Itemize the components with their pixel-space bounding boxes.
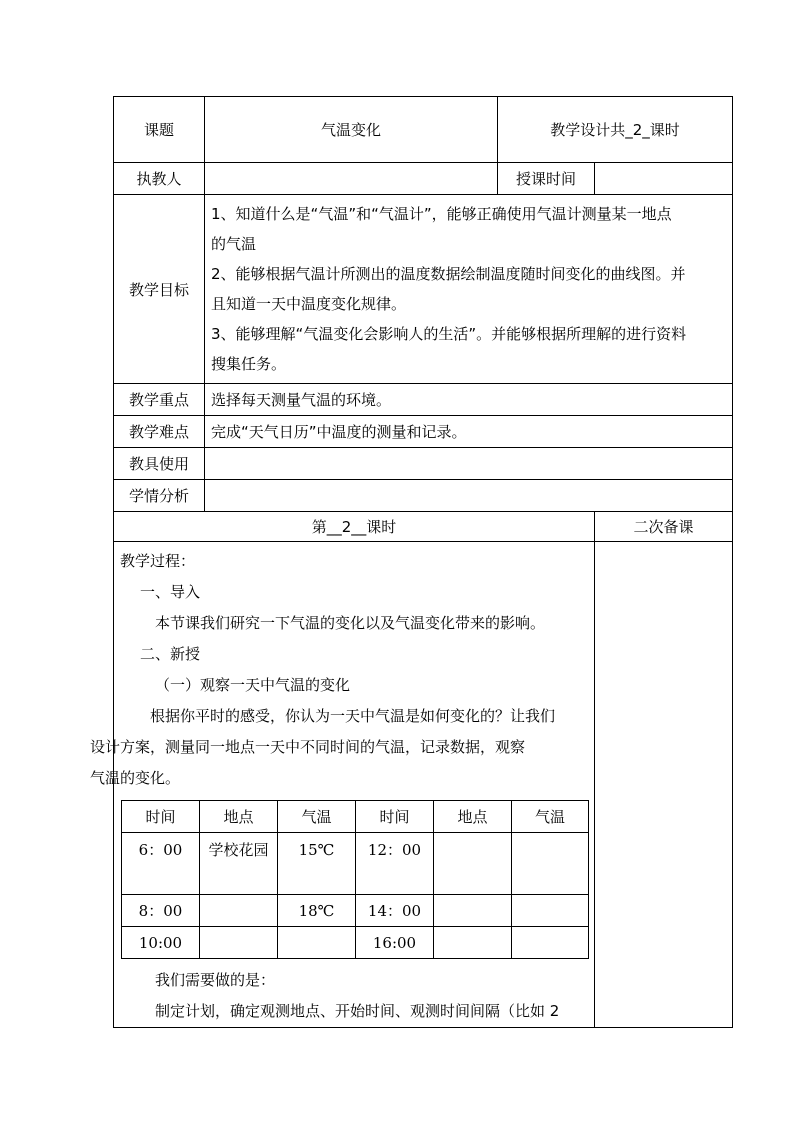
obs-header-time: 时间 — [356, 801, 434, 833]
obs-cell: 18℃ — [278, 895, 356, 927]
table-row — [122, 895, 589, 927]
difficulty-value: 完成“天气日历”中温度的测量和记录。 — [205, 416, 733, 448]
obs-cell: 10:00 — [122, 927, 200, 959]
table-row — [122, 833, 589, 895]
plan-text: 制定计划，确定观测地点、开始时间、观测时间间隔（比如 2 — [155, 1002, 560, 1020]
obs-header-place: 地点 — [200, 801, 278, 833]
paragraph-line: 根据你平时的感受，你认为一天中气温是如何变化的？让我们 — [150, 707, 556, 725]
observe-paragraph — [90, 701, 588, 794]
section-new: 二、新授 — [140, 645, 201, 663]
goal-line: 搜集任务。 — [211, 355, 287, 373]
tools-label: 教具使用 — [114, 448, 205, 480]
obs-cell — [434, 927, 512, 959]
obs-cell — [278, 927, 356, 959]
obs-cell: 14：00 — [356, 895, 434, 927]
goal-line: 3、能够理解“气温变化会影响人的生活”。并能够根据所理解的进行资料 — [211, 325, 687, 343]
goal-line: 的气温 — [211, 235, 257, 253]
goal-line: 1、知道什么是“气温”和“气温计”，能够正确使用气温计测量某一地点 — [211, 205, 672, 223]
section-intro: 一、导入 — [140, 583, 201, 601]
time-label: 授课时间 — [498, 163, 595, 195]
obs-cell: 8：00 — [122, 895, 200, 927]
obs-cell — [434, 895, 512, 927]
obs-cell: 12：00 — [356, 833, 434, 895]
second-prep-label: 二次备课 — [595, 512, 733, 542]
obs-cell: 15℃ — [278, 833, 356, 895]
obs-cell — [434, 833, 512, 895]
observation-table — [121, 800, 589, 959]
design-label: 教学设计共_2_课时 — [498, 97, 733, 163]
obs-header-place: 地点 — [434, 801, 512, 833]
process-heading: 教学过程： — [120, 552, 196, 570]
goal-line: 且知道一天中温度变化规律。 — [211, 295, 407, 313]
lesson-plan-table — [90, 96, 733, 1028]
difficulty-label: 教学难点 — [114, 416, 205, 448]
second-prep-content — [595, 542, 733, 1028]
paragraph-line: 设计方案，测量同一地点一天中不同时间的气温，记录数据，观察 — [90, 738, 526, 756]
table-row — [122, 927, 589, 959]
obs-cell: 6：00 — [122, 833, 200, 895]
obs-header-temp: 气温 — [512, 801, 589, 833]
goals-content — [205, 195, 733, 384]
topic-label: 课题 — [114, 97, 205, 163]
teacher-value — [205, 163, 498, 195]
obs-header-time: 时间 — [122, 801, 200, 833]
paragraph-line: 气温的变化。 — [90, 769, 181, 787]
analysis-value — [205, 480, 733, 512]
obs-cell: 16:00 — [356, 927, 434, 959]
teacher-label: 执教人 — [114, 163, 205, 195]
obs-cell: 学校花园 — [200, 833, 278, 895]
todo-heading: 我们需要做的是： — [155, 971, 276, 989]
topic-value: 气温变化 — [205, 97, 498, 163]
key-point-label: 教学重点 — [114, 384, 205, 416]
tools-value — [205, 448, 733, 480]
obs-cell — [512, 895, 589, 927]
goal-line: 2、能够根据气温计所测出的温度数据绘制温度随时间变化的曲线图。并 — [211, 265, 686, 283]
obs-cell — [200, 927, 278, 959]
intro-text: 本节课我们研究一下气温的变化以及气温变化带来的影响。 — [155, 614, 546, 632]
obs-cell — [512, 833, 589, 895]
obs-cell — [200, 895, 278, 927]
analysis-label: 学情分析 — [114, 480, 205, 512]
teaching-process — [90, 542, 595, 1028]
lesson-title: 第__2__课时 — [114, 512, 595, 542]
time-value — [595, 163, 733, 195]
goals-label: 教学目标 — [114, 195, 205, 384]
key-point-value: 选择每天测量气温的环境。 — [205, 384, 733, 416]
subsection-observe: （一）观察一天中气温的变化 — [155, 676, 351, 694]
obs-cell — [512, 927, 589, 959]
obs-header-temp: 气温 — [278, 801, 356, 833]
